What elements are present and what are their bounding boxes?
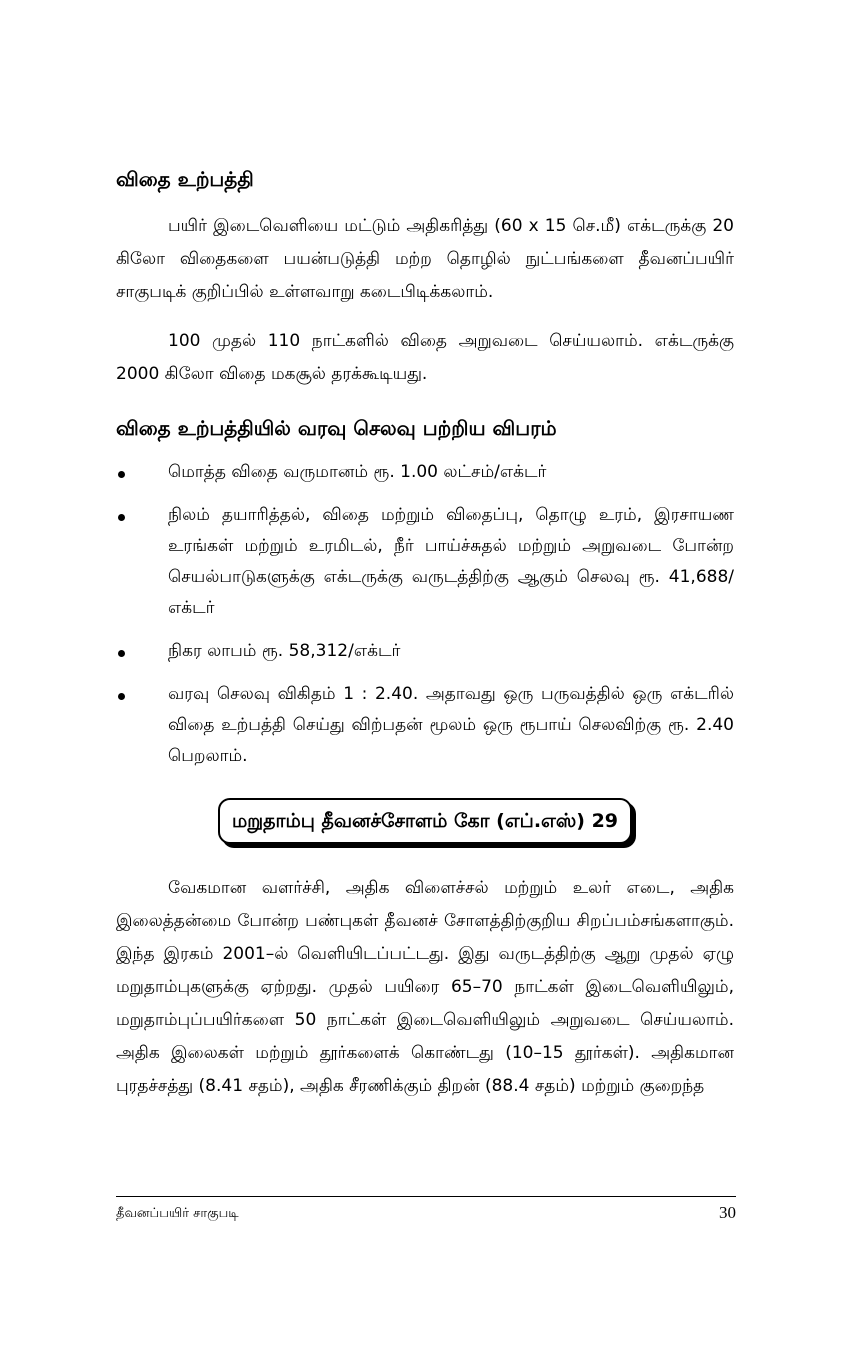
bullet-dot-icon (118, 514, 125, 521)
footer-divider (116, 1196, 736, 1197)
bullet-text: நிலம் தயாரித்தல், விதை மற்றும் விதைப்பு, தொழு உரம், இரசாயண உரங்கள் மற்றும் உரமிடல், நீர் பாய்ச்சுதல் மற்றும் அறுவடை போன்ற செயல்பாடுகளுக்கு எக்டருக்கு வருடத்திற்கு ஆகும் செலவு ரூ. 41,688/எக்டர் (168, 505, 734, 618)
bullet-dot-icon (118, 471, 125, 478)
bullet-item-gross-income (116, 457, 734, 488)
bullet-item-cultivation-cost (116, 500, 734, 624)
bullet-text: நிகர லாபம் ரூ. 58,312/எக்டர் (168, 641, 401, 661)
cost-bullet-list (116, 457, 734, 772)
bullet-text: மொத்த விதை வருமானம் ரூ. 1.00 லட்சம்/எக்டர் (168, 462, 547, 482)
footer-book-title: தீவனப்பயிர் சாகுபடி (116, 1206, 239, 1221)
page-content (116, 160, 734, 1103)
bullet-text: வரவு செலவு விகிதம் 1 : 2.40. அதாவது ஒரு பருவத்தில் ஒரு எக்டரில் விதை உற்பத்தி செய்து விற்பதன் மூலம் ஒரு ரூபாய் செலவிற்கு ரூ. 2.40 பெறலாம். (168, 684, 734, 766)
bullet-dot-icon (118, 693, 125, 700)
boxed-variety-title: மறுதாம்பு தீவனச்சோளம் கோ (எப்.எஸ்) 29 (218, 798, 632, 844)
bullet-item-net-profit (116, 636, 734, 667)
bullet-item-cost-benefit-ratio (116, 679, 734, 772)
bullet-dot-icon (118, 650, 125, 657)
paragraph-seed-spacing: பயிர் இடைவெளியை மட்டும் அதிகரித்து (60 x 15 செ.மீ) எக்டருக்கு 20 கிலோ விதைகளை பயன்படுத்தி மற்ற தொழில் நுட்பங்களை தீவனப்பயிர் சாகுபடிக் குறிப்பில் உள்ளவாறு கடைபிடிக்கலாம். (116, 216, 734, 302)
section-heading-cost-details: விதை உற்பத்தியில் வரவு செலவு பற்றிய விபரம் (116, 416, 557, 440)
paragraph-seed-yield: 100 முதல் 110 நாட்களில் விதை அறுவடை செய்யலாம். எக்டருக்கு 2000 கிலோ விதை மகசூல் தரக்கூடியது. (116, 331, 734, 384)
paragraph-variety-description: வேகமான வளர்ச்சி, அதிக விளைச்சல் மற்றும் உலர் எடை, அதிக இலைத்தன்மை போன்ற பண்புகள் தீவனச் சோளத்திற்குறிய சிறப்பம்சங்களாகும். இந்த இரகம் 2001–ல் வெளியிடப்பட்டது. இது வருடத்திற்கு ஆறு முதல் ஏழு மறுதாம்புகளுக்கு ஏற்றது. முதல் பயிரை 65–70 நாட்கள் இடைவெளியிலும், மறுதாம்புப்பயிர்களை 50 நாட்கள் இடைவெளியிலும் அறுவடை செய்யலாம். அதிக இலைகள் மற்றும் தூர்களைக் கொண்டது (10–15 தூர்கள்). அதிகமான புரதச்சத்து (8.41 சதம்), அதிக சீரணிக்கும் திறன் (88.4 சதம்) மற்றும் குறைந்த (116, 878, 734, 1096)
section-heading-seed-production: விதை உற்பத்தி (116, 167, 254, 191)
boxed-title-container (116, 798, 734, 844)
footer-page-number: 30 (719, 1203, 736, 1222)
